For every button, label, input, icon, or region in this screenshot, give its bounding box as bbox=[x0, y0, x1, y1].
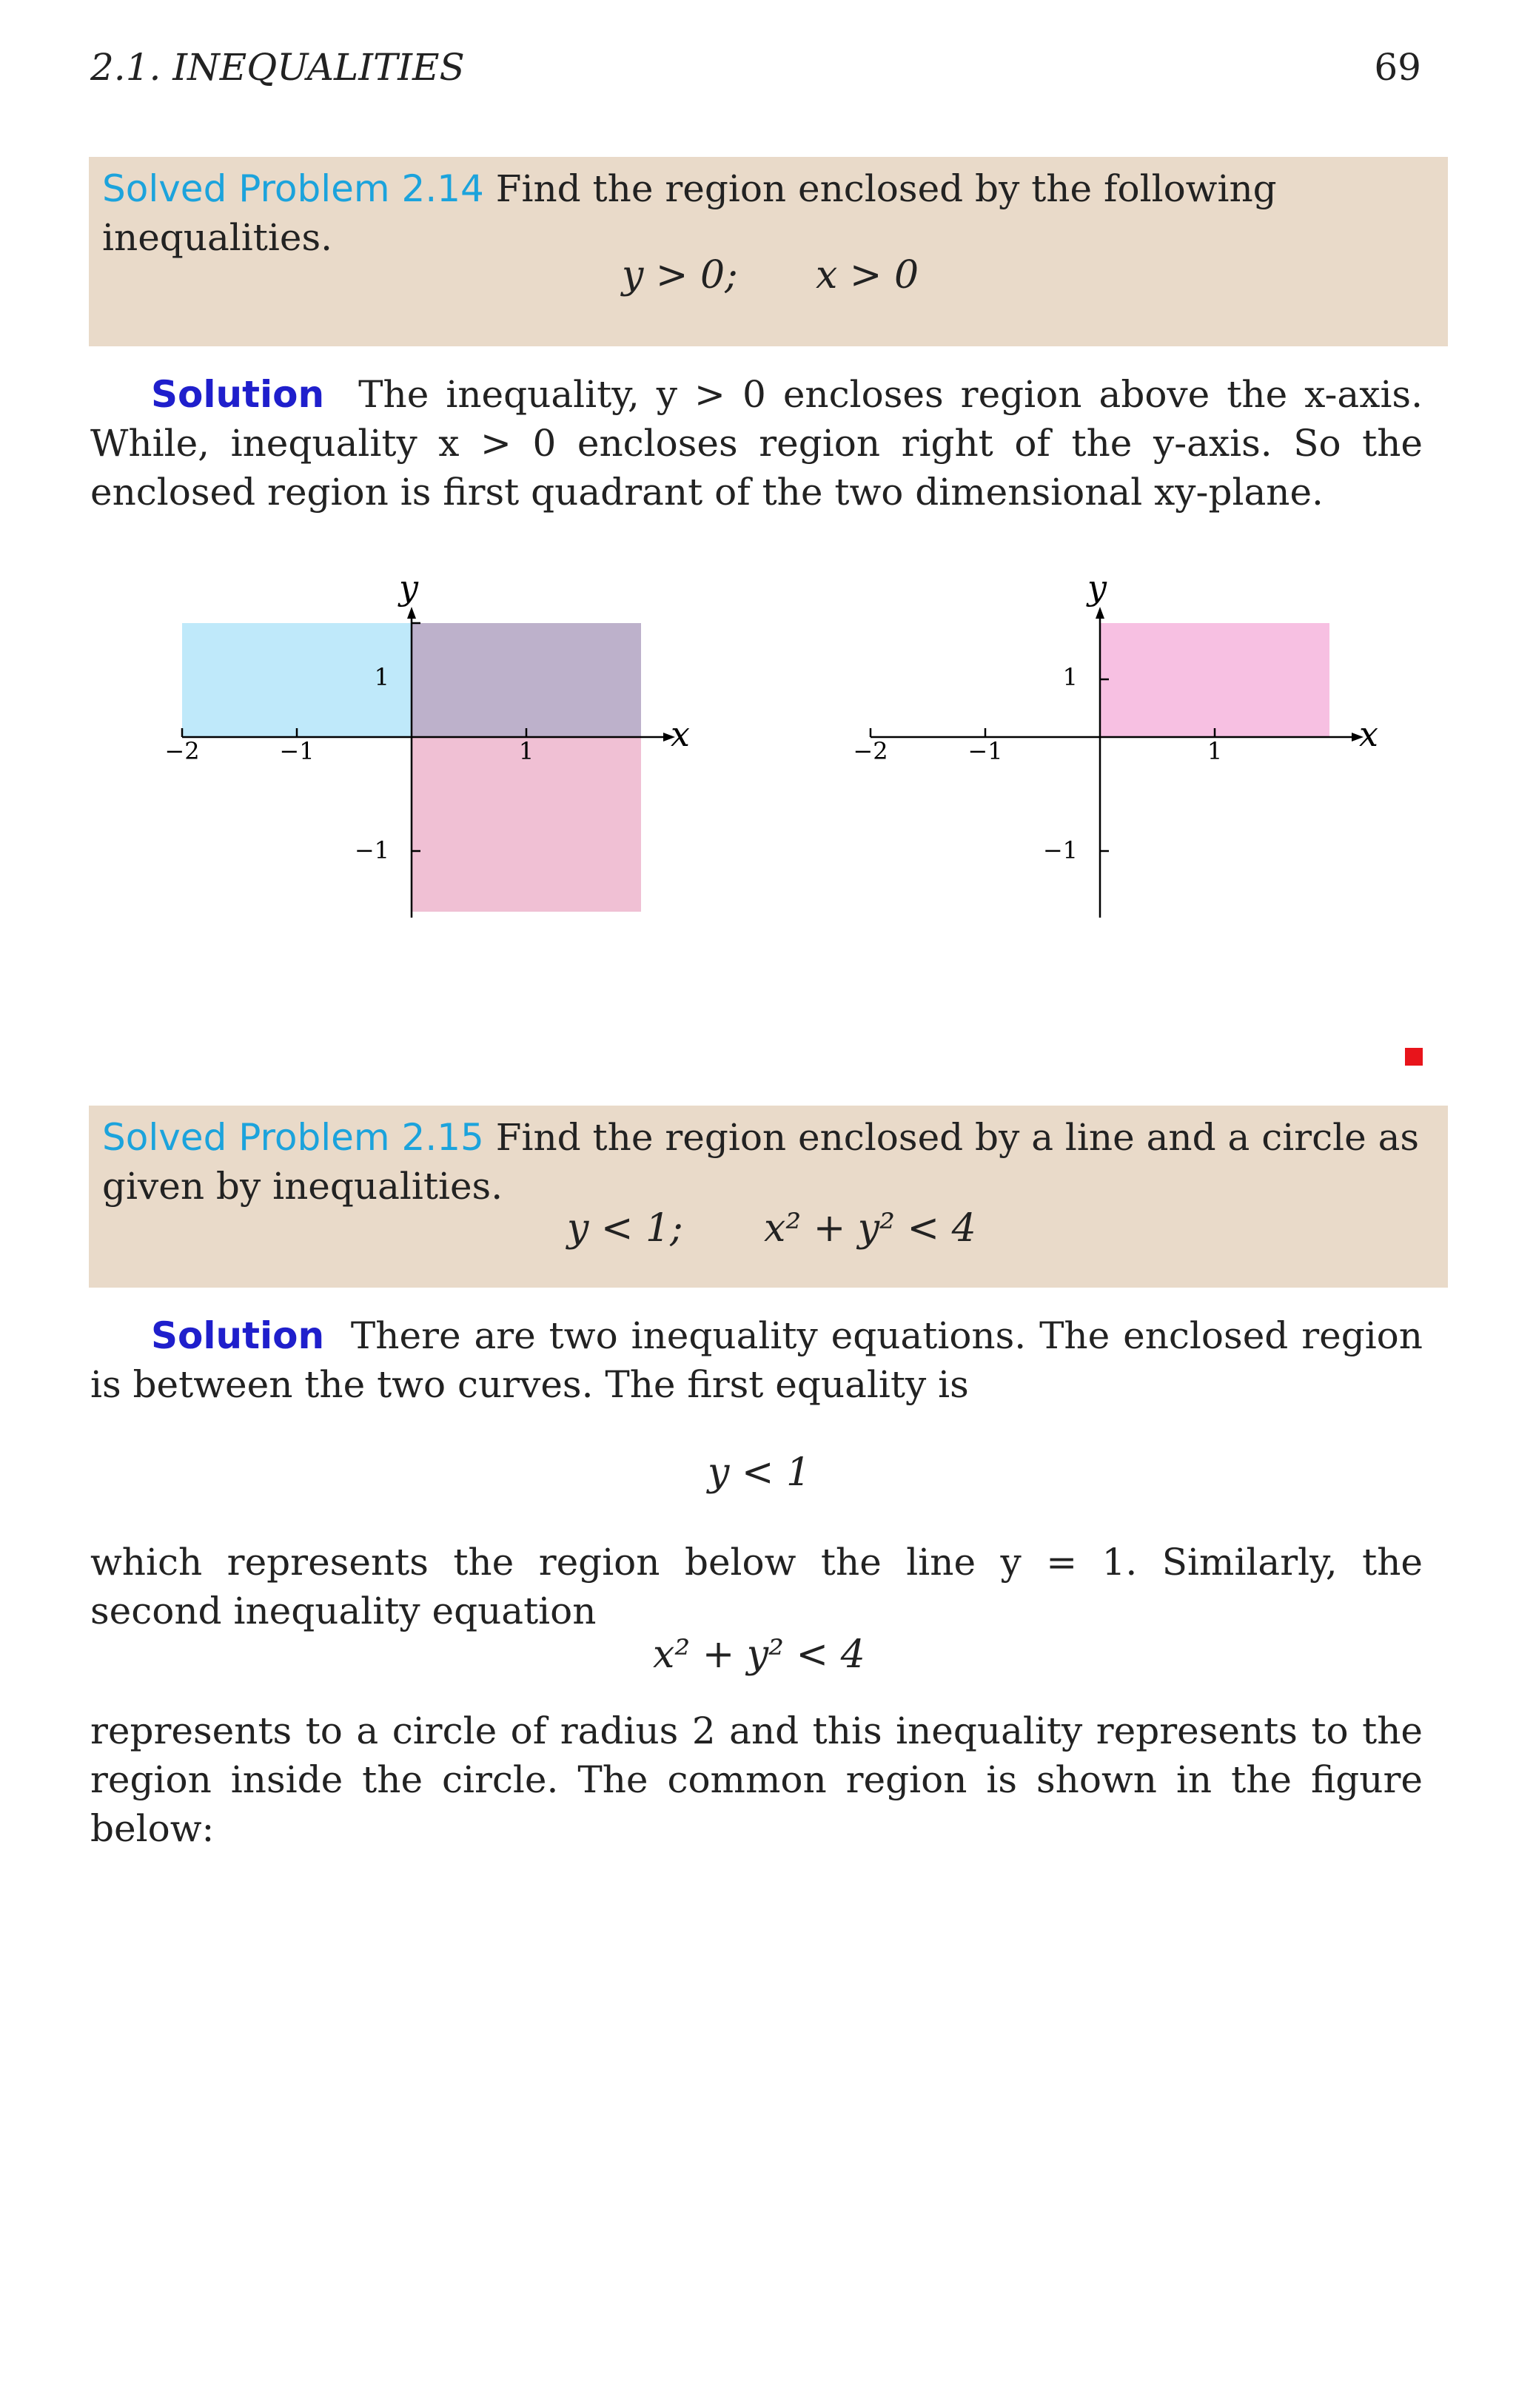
problem-statement bbox=[102, 164, 1442, 262]
y-axis-label: y bbox=[1087, 568, 1107, 608]
x-tick-label: −1 bbox=[279, 737, 315, 765]
solution-paragraph-2-14 bbox=[90, 370, 1423, 517]
y-tick-label: 1 bbox=[1062, 663, 1078, 691]
paragraph-line-description: which represents the region below the line y = 1. Similarly, the second inequality equation bbox=[90, 1541, 1423, 1632]
equation-circle: x² + y² < 4 bbox=[764, 1206, 976, 1251]
problem-text: Find the region enclosed by the following inequalities. bbox=[102, 167, 1277, 259]
solution-paragraph-2-15 bbox=[90, 1311, 1423, 1409]
equation-y-lt-1: y < 1; bbox=[567, 1206, 683, 1251]
x-tick-label: −1 bbox=[967, 737, 1003, 765]
y-tick-label: −1 bbox=[354, 836, 389, 864]
x-tick-label: −2 bbox=[164, 737, 200, 765]
problem-statement bbox=[102, 1113, 1442, 1211]
y-tick-label: −1 bbox=[1042, 836, 1078, 864]
paragraph-circle-description: represents to a circle of radius 2 and this inequality represents to the region inside the circle. The common region is shown in the figure below: bbox=[90, 1709, 1423, 1850]
problem-box-2-14 bbox=[89, 157, 1448, 346]
problem-text: Find the region enclosed by a line and a circle as given by inequalities. bbox=[102, 1116, 1420, 1208]
solution-text: There are two inequality equations. The enclosed region is between the two curves. The first equality is bbox=[90, 1314, 1423, 1406]
region-first-quadrant bbox=[1100, 623, 1329, 737]
solution-label: Solution bbox=[151, 1314, 325, 1357]
display-equation-y-lt-1: y < 1 bbox=[708, 1450, 811, 1495]
running-header: 2.1. INEQUALITIES bbox=[90, 46, 465, 89]
x-axis-label: x bbox=[671, 714, 690, 754]
problem-title: Solved Problem 2.15 bbox=[102, 1116, 484, 1159]
display-equation-circle: x² + y² < 4 bbox=[653, 1632, 865, 1677]
equation-x-gt-0: x > 0 bbox=[816, 253, 919, 297]
y-axis-label: y bbox=[399, 568, 418, 608]
page-number: 69 bbox=[1374, 46, 1421, 89]
solution-text: The inequality, y > 0 encloses region above the x-axis. While, inequality x > 0 encloses region right of the y-axis. So the enclosed region is first quadrant of the two dimensional xy-plane. bbox=[90, 373, 1423, 514]
x-axis-label: x bbox=[1359, 714, 1378, 754]
end-of-solution-marker bbox=[1405, 1048, 1423, 1066]
y-tick-label: 1 bbox=[374, 663, 389, 691]
solution-label: Solution bbox=[151, 373, 325, 416]
equation-y-gt-0: y > 0; bbox=[622, 253, 738, 297]
x-tick-label: −2 bbox=[853, 737, 888, 765]
figure-right-first-quadrant bbox=[836, 562, 1399, 977]
problem-title: Solved Problem 2.14 bbox=[102, 167, 484, 210]
y-axis-arrow bbox=[407, 607, 416, 619]
region-upper-right bbox=[412, 623, 641, 737]
problem-box-2-15 bbox=[89, 1106, 1448, 1288]
y-axis-arrow bbox=[1096, 607, 1104, 619]
x-tick-label: 1 bbox=[518, 737, 534, 765]
x-tick-label: 1 bbox=[1207, 737, 1223, 765]
figure-left-quadrants bbox=[148, 562, 711, 977]
